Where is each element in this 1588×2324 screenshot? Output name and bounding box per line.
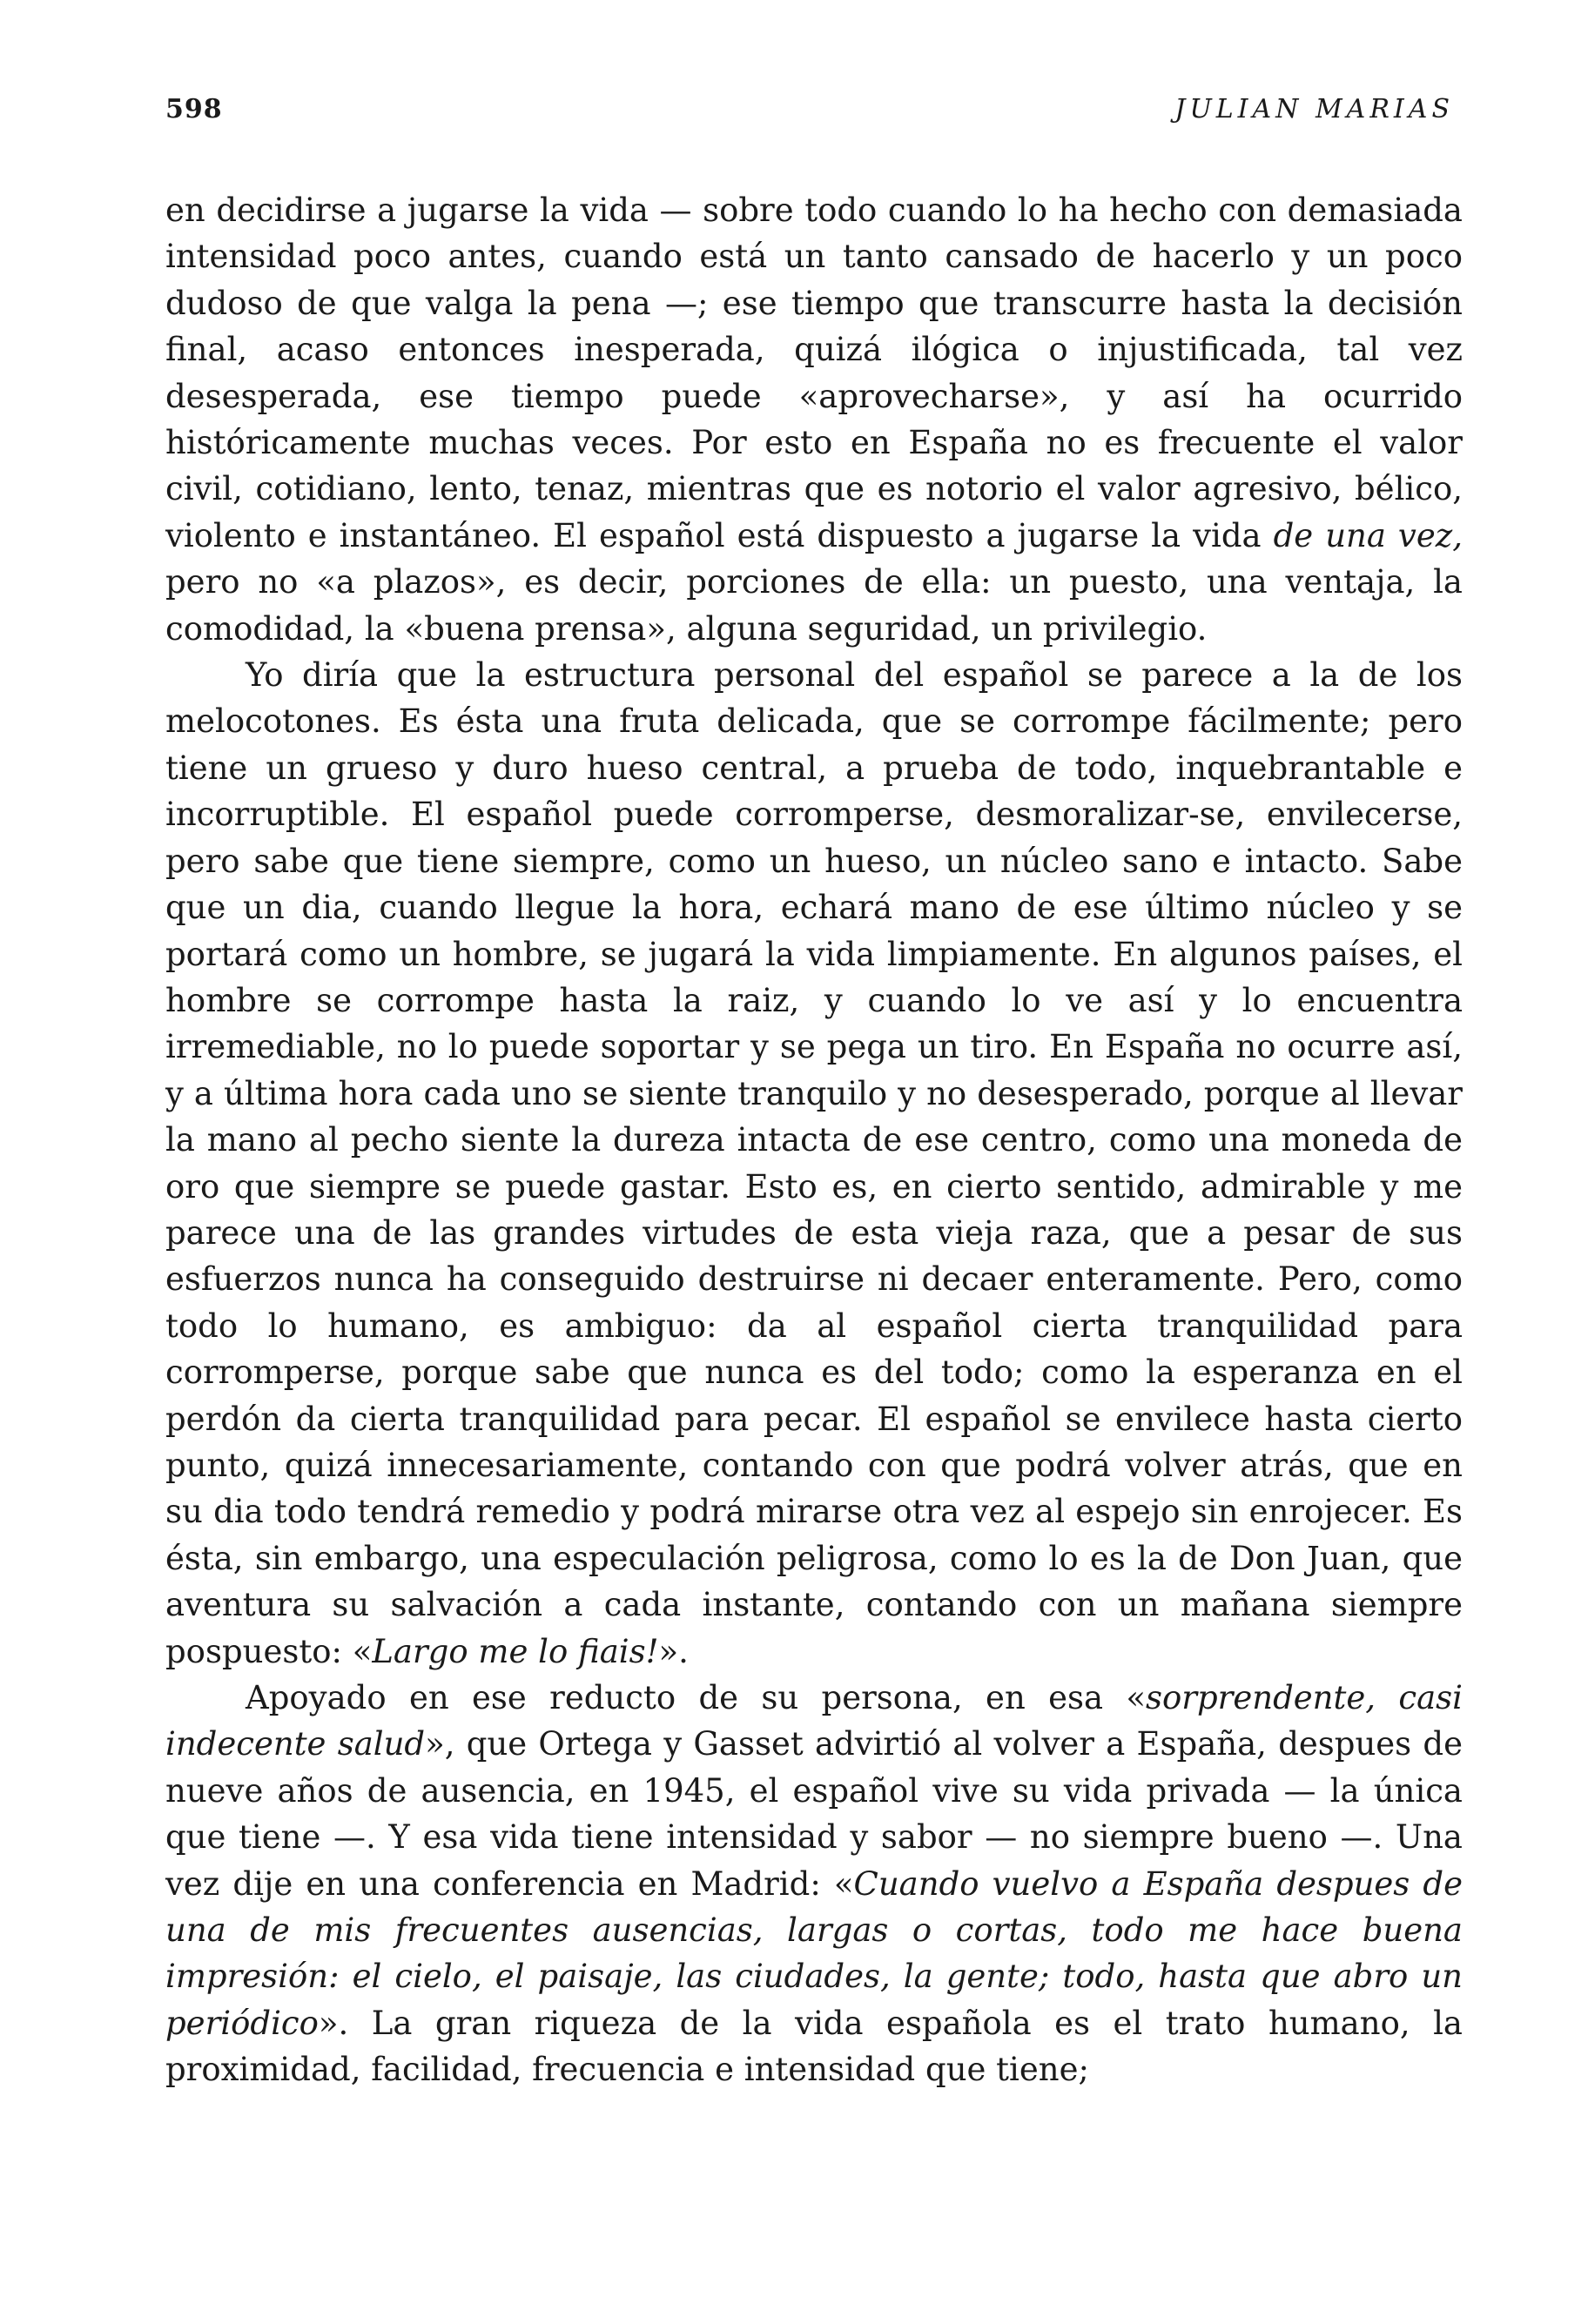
text-segment: en decidirse a jugarse la vida — sobre todo cuando lo ha hecho con demasiada intensidad poco antes, cuando está un tanto cansado de hacerlo y un poco dudoso de que valga la pena —; ese tiempo que transcurre hasta la decisión final, acaso entonces inesperada, quizá ilógica o injustificada, tal vez desesperada, ese tiempo puede «aprovecharse», y así ha ocurrido históricamente muchas veces. Por esto en España no es frecuente el valor civil, cotidiano, lento, tenaz, mientras que es notorio el valor agresivo, bélico, violento e instantáneo. El español está dispuesto a jugarse la vida (165, 191, 1463, 554)
text-segment: », que Ortega y Gasset advirtió al volver a España, despues de nueve años de ausencia, en 1945, el español vive su vida privada — la única que tiene —. Y esa vida tiene intensidad y sabor — no siempre bueno —. Una vez dije en una conferencia en Madrid: « (165, 1725, 1463, 1903)
italic-phrase: de una vez, (1273, 516, 1463, 554)
running-title: JULIAN MARIAS (1174, 94, 1454, 124)
paragraph-3 (165, 1675, 1463, 2093)
text-segment: ». (658, 1632, 689, 1670)
italic-phrase: Largo me lo fiais! (372, 1632, 659, 1670)
text-segment: Yo diría que la estructura personal del español se parece a la de los melocotones. Es ésta una fruta delicada, que se corrompe fácilmente; pero tiene un grueso y duro hueso central, a prueba de todo, inquebrantable e incorruptible. El español puede corromperse, desmoralizar-se, envilecerse, pero sabe que tiene siempre, como un hueso, un núcleo sano e intacto. Sabe que un dia, cuando llegue la hora, echará mano de ese último núcleo y se portará como un hombre, se jugará la vida limpiamente. En algunos países, el hombre se corrompe hasta la raiz, y cuando lo ve así y lo encuentra irremediable, no lo puede soportar y se pega un tiro. En España no ocurre así, y a última hora cada uno se siente tranquilo y no desesperado, porque al llevar la mano al pecho siente la dureza intacta de ese centro, como una moneda de oro que siempre se puede gastar. Esto es, en cierto sentido, admirable y me parece una de las grandes virtudes de esta vieja raza, que a pesar de sus esfuerzos nunca ha conseguido destruirse ni decaer enteramente. Pero, como todo lo humano, es ambiguo: da al español cierta tranquilidad para corromperse, porque sabe que nunca es del todo; como la esperanza en el perdón da cierta tranquilidad para pecar. El español se envilece hasta cierto punto, quizá innecesariamente, contando con que podrá volver atrás, que en su dia todo tendrá remedio y podrá mirarse otra vez al espejo sin enrojecer. Es ésta, sin embargo, una especulación peligrosa, como lo es la de Don Juan, que aventura su salvación a cada instante, contando con un mañana siempre pospuesto: « (165, 656, 1463, 1670)
text-segment: pero no «a plazos», es decir, porciones de ella: un puesto, una ventaja, la comodidad, la «buena prensa», alguna seguridad, un privilegio. (165, 563, 1463, 648)
running-head (165, 94, 1454, 136)
text-segment: ». La gran riqueza de la vida española es el trato humano, la proximidad, facilidad, frecuencia e intensidad que tiene; (165, 2004, 1463, 2089)
italic-quote: Cuando vuelvo a España despues de una de mis frecuentes ausencias, largas o cortas, todo me hace buena impresión: el cielo, el paisaje, las ciudades, la gente; todo, hasta que abro un periódico (165, 1864, 1463, 2042)
body-text (165, 187, 1463, 2093)
paragraph-1 (165, 187, 1463, 652)
paragraph-2 (165, 652, 1463, 1675)
page-number: 598 (165, 94, 223, 124)
text-segment: Apoyado en ese reducto de su persona, en esa « (246, 1679, 1147, 1716)
italic-phrase: sorprendente, casi indecente salud (165, 1679, 1463, 1763)
